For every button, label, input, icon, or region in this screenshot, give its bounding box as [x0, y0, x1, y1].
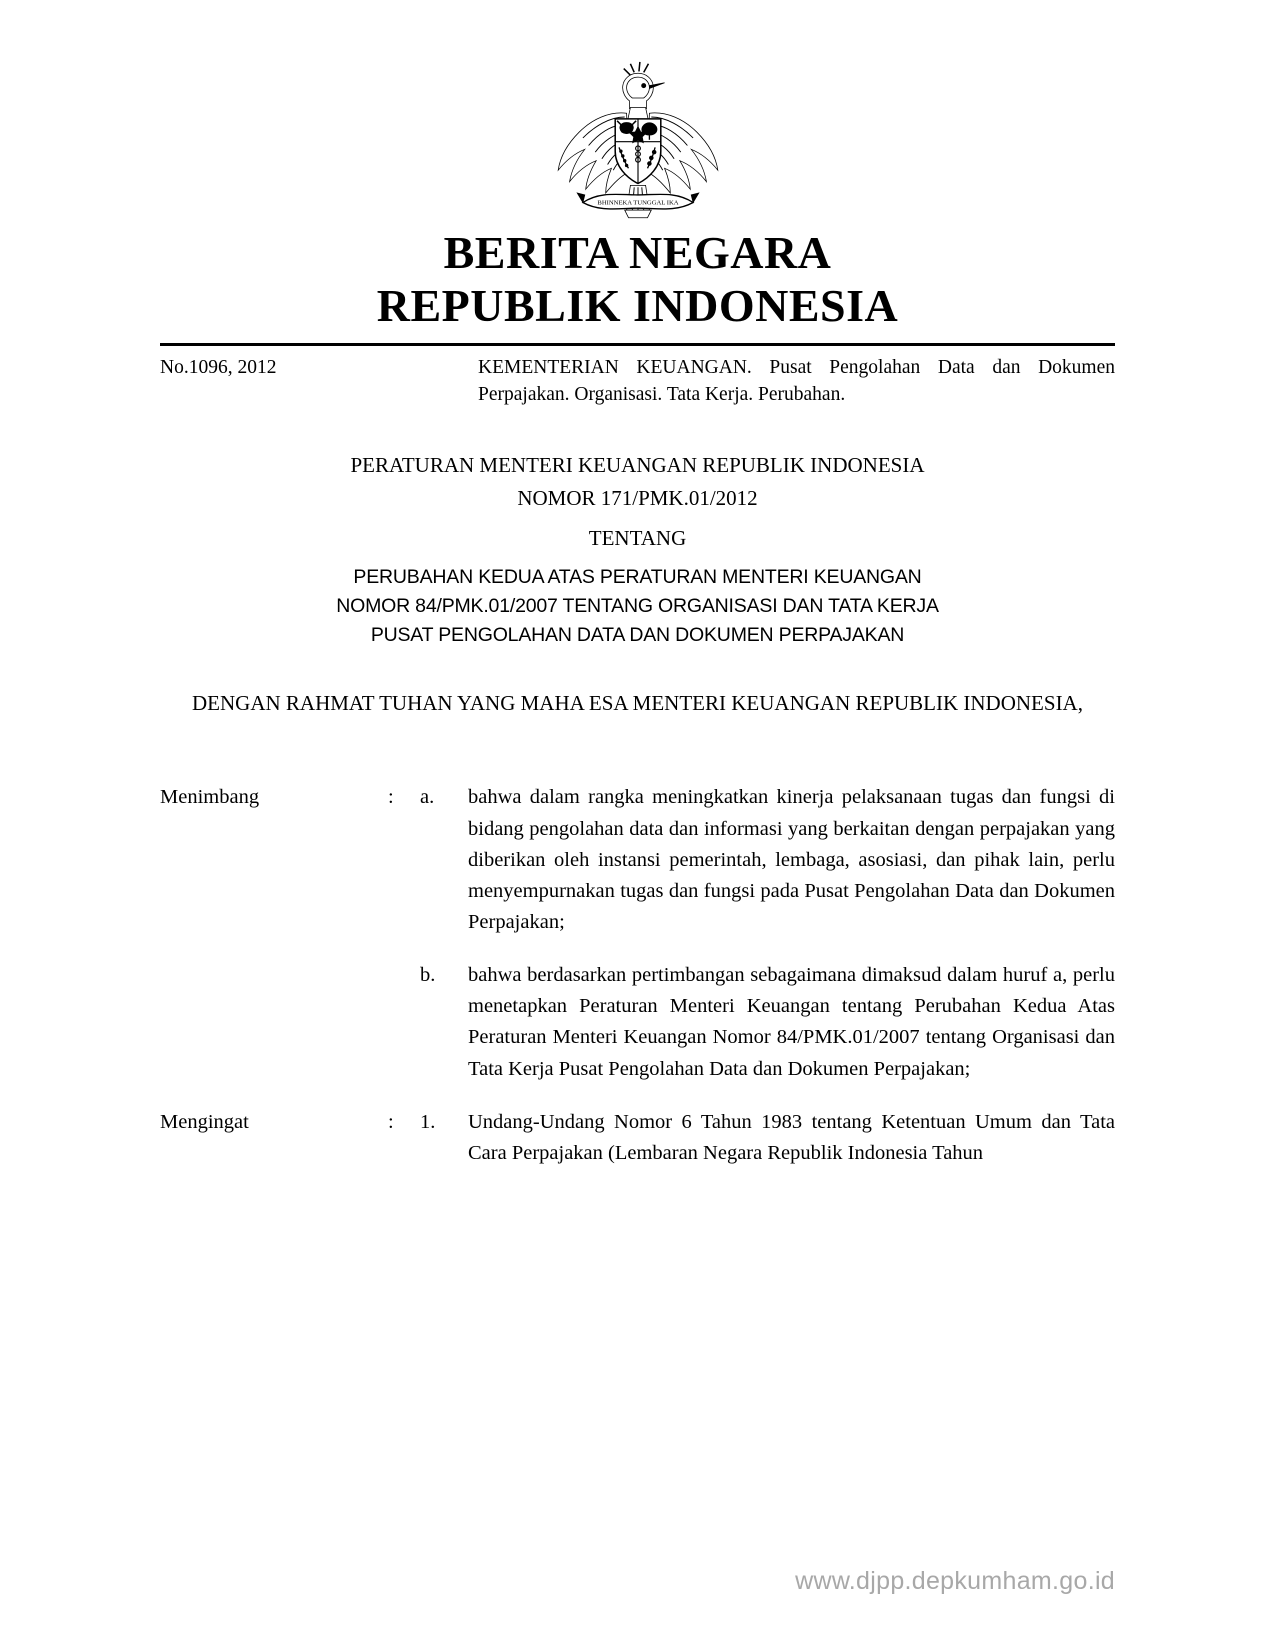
- clause-text: bahwa berdasarkan pertimbangan sebagaimana dimaksud dalam huruf a, perlu menetapkan Peraturan Menteri Keuangan tentang Perubahan Kedua Atas Peraturan Menteri Keuangan Nomor 84/PMK.01/2007 tentang Organisasi dan Tata Kerja Pusat Pengolahan Data dan Dokumen Perpajakan;: [468, 964, 1115, 1080]
- clause-marker: a.: [420, 786, 435, 809]
- clause-label: Menimbang: [160, 786, 260, 809]
- masthead: [160, 226, 1115, 333]
- preamble-line-2: MENTERI KEUANGAN REPUBLIK INDONESIA,: [632, 691, 1083, 716]
- garuda-pancasila-emblem: [543, 60, 733, 250]
- header-divider: [160, 343, 1115, 346]
- preamble-line-1: DENGAN RAHMAT TUHAN YANG MAHA ESA: [192, 691, 628, 716]
- clause-marker: 1.: [420, 1110, 436, 1133]
- emblem-container: [160, 0, 1115, 220]
- gazette-number: No.1096, 2012: [160, 356, 277, 378]
- masthead-line-1: BERITA NEGARA: [443, 227, 832, 278]
- footer-watermark: www.djpp.depkumham.go.id: [795, 1567, 1115, 1595]
- clause-menimbang-b: [160, 960, 1115, 1085]
- title-line-6: PUSAT PENGOLAHAN DATA DAN DOKUMEN PERPAJAKAN: [370, 624, 905, 647]
- regulation-title: [160, 449, 1115, 650]
- clause-colon: :: [388, 1110, 394, 1133]
- title-line-3: TENTANG: [588, 526, 687, 551]
- clause-label: Mengingat: [160, 1110, 249, 1133]
- masthead-line-2: REPUBLIK INDONESIA: [376, 280, 899, 332]
- clause-list: [160, 782, 1115, 1169]
- title-line-4: PERUBAHAN KEDUA ATAS PERATURAN MENTERI KEUANGAN: [353, 565, 922, 588]
- clause-colon: :: [388, 786, 394, 809]
- clause-mengingat-1: [160, 1107, 1115, 1169]
- clause-text: Undang-Undang Nomor 6 Tahun 1983 tentang Ketentuan Umum dan Tata Cara Perpajakan (Lembaran Negara Republik Indonesia Tahun: [468, 1110, 1115, 1164]
- gazette-line: [160, 354, 1115, 409]
- title-line-2: NOMOR 171/PMK.01/2012: [517, 485, 758, 510]
- title-line-5: NOMOR 84/PMK.01/2007 TENTANG ORGANISASI DAN TATA KERJA: [336, 594, 939, 617]
- clause-text: bahwa dalam rangka meningkatkan kinerja pelaksanaan tugas dan fungsi di bidang pengolahan data dan informasi yang berkaitan dengan perpajakan yang diberikan oleh instansi pemerintah, lembaga, asosiasi, dan pihak lain, perlu menyempurnakan tugas dan fungsi pada Pusat Pengolahan Data dan Dokumen Perpajakan;: [468, 786, 1115, 933]
- clause-marker: b.: [420, 964, 436, 987]
- svg-text:BHINNEKA TUNGGAL IKA: BHINNEKA TUNGGAL IKA: [596, 199, 679, 207]
- clause-menimbang-a: [160, 782, 1115, 938]
- gazette-subject: KEMENTERIAN KEUANGAN. Pusat Pengolahan Data dan Dokumen Perpajakan. Organisasi. Tata Kerja. Perubahan.: [478, 356, 1115, 406]
- preamble: [160, 684, 1115, 724]
- title-line-1: PERATURAN MENTERI KEUANGAN REPUBLIK INDONESIA: [350, 453, 925, 478]
